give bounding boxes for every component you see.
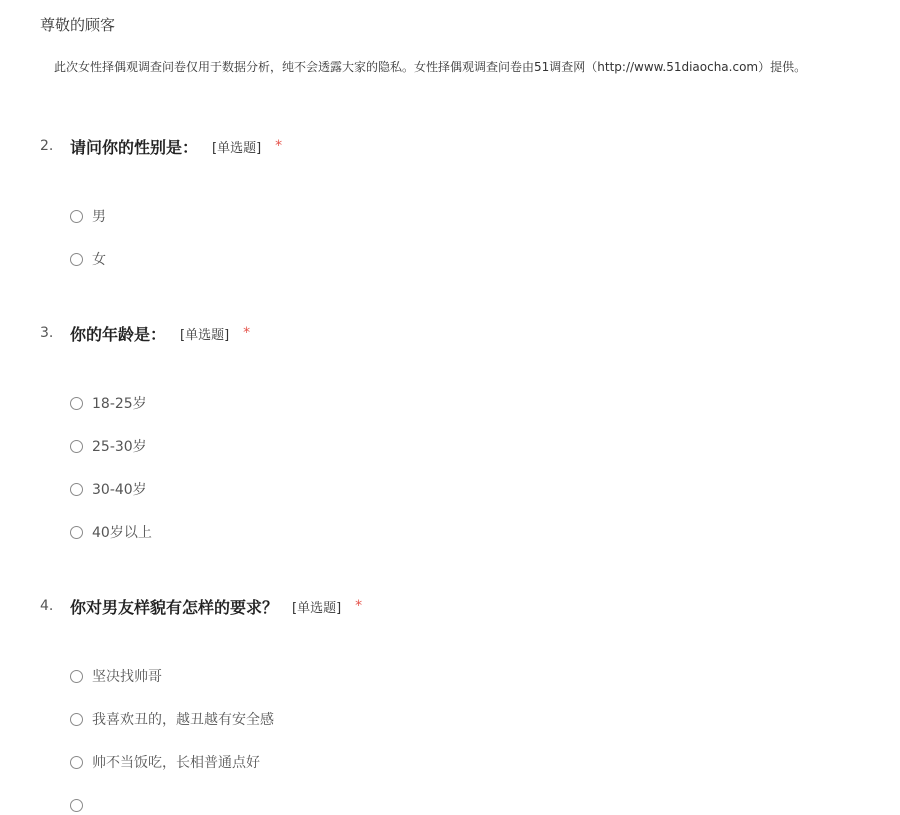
question-number: 3. [40, 325, 54, 341]
question-title: 你的年龄是： [70, 324, 167, 344]
required-mark: * [355, 598, 363, 614]
option-male[interactable] [70, 206, 106, 226]
radio-button[interactable] [70, 526, 83, 539]
option-label: 帅不当饭吃，长相普通点好 [92, 755, 260, 771]
option-label: 30-40岁 [92, 482, 147, 498]
survey-greeting: 尊敬的顾客 [40, 16, 116, 34]
question-type-tag: [单选题] [292, 600, 342, 616]
radio-button[interactable] [70, 440, 83, 453]
radio-button[interactable] [70, 483, 83, 496]
survey-intro: 此次女性择偶观调查问卷仅用于数据分析，纯不会透露大家的隐私。女性择偶观调查问卷由51调查网（http://www.51diaocha.com）提供。 [54, 60, 807, 74]
question-title: 你对男友样貌有怎样的要求？ [70, 597, 279, 617]
option-label: 女 [92, 252, 106, 268]
question-header [40, 594, 362, 618]
radio-button[interactable] [70, 670, 83, 683]
option-age-18-25[interactable] [70, 393, 147, 413]
option-handsome[interactable] [70, 666, 162, 686]
option-label: 我喜欢丑的，越丑越有安全感 [92, 712, 274, 728]
option-age-30-40[interactable] [70, 479, 147, 499]
radio-button[interactable] [70, 756, 83, 769]
option-partial-cutoff[interactable] [70, 795, 83, 815]
question-header [40, 134, 282, 158]
radio-button[interactable] [70, 713, 83, 726]
radio-button[interactable] [70, 397, 83, 410]
question-title: 请问你的性别是： [70, 137, 199, 157]
question-type-tag: [单选题] [212, 140, 262, 156]
option-female[interactable] [70, 249, 106, 269]
question-number: 4. [40, 598, 54, 614]
option-label: 18-25岁 [92, 396, 147, 412]
question-type-tag: [单选题] [180, 327, 230, 343]
option-label: 坚决找帅哥 [92, 669, 162, 685]
option-ugly[interactable] [70, 709, 274, 729]
question-number: 2. [40, 138, 54, 154]
radio-button[interactable] [70, 253, 83, 266]
required-mark: * [243, 325, 251, 341]
radio-button[interactable] [70, 210, 83, 223]
required-mark: * [275, 138, 283, 154]
radio-button[interactable] [70, 799, 83, 812]
option-label: 40岁以上 [92, 525, 152, 541]
option-label: 25-30岁 [92, 439, 147, 455]
option-label: 男 [92, 209, 106, 225]
question-header [40, 321, 250, 345]
option-age-40-plus[interactable] [70, 522, 152, 542]
option-age-25-30[interactable] [70, 436, 147, 456]
option-ordinary[interactable] [70, 752, 260, 772]
